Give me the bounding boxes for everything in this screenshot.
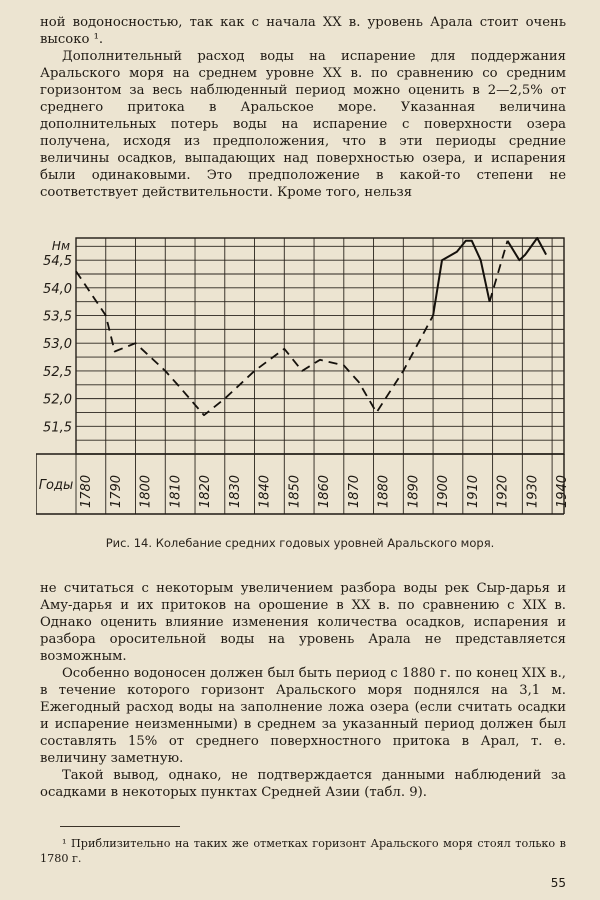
x-tick-label: 1920 — [495, 474, 511, 508]
x-tick-label: 1940 — [555, 474, 571, 508]
y-tick-label: 52,0 — [43, 392, 72, 408]
x-tick-label: 1790 — [108, 474, 124, 508]
x-tick-label: 1820 — [198, 474, 214, 508]
y-tick-label: 54,0 — [43, 281, 72, 297]
x-tick-label: 1910 — [465, 474, 481, 508]
y-tick-label: 53,5 — [43, 309, 72, 325]
chart-svg — [36, 226, 576, 526]
x-tick-label: 1860 — [317, 474, 333, 508]
text-line-continuation: ной водоносностью, так как с начала XX в. уровень Арала стоит очень высоко ¹. — [40, 15, 566, 47]
aral-level-chart — [36, 226, 576, 526]
y-tick-label: 51,5 — [43, 420, 72, 436]
x-axis-title: Годы — [38, 478, 74, 493]
level-series-solid — [433, 241, 490, 316]
figure-caption: Рис. 14. Колебание средних годовых уровней Аральского моря. — [105, 536, 495, 550]
x-tick-label: 1810 — [168, 474, 184, 508]
x-tick-label: 1930 — [525, 474, 541, 508]
bottom-text-block — [40, 580, 566, 801]
y-axis-title: Нм — [51, 239, 70, 253]
x-tick-label: 1850 — [287, 474, 303, 508]
footnote-text: ¹ Приблизительно на таких же отметках горизонт Аральского моря стоял только в 1780 г. — [40, 837, 566, 865]
y-tick-label: 52,5 — [43, 364, 72, 380]
page-number: 55 — [550, 876, 566, 890]
y-tick-label: 53,0 — [43, 337, 72, 353]
x-tick-label: 1890 — [406, 474, 422, 508]
x-tick-label: 1900 — [436, 474, 452, 508]
text-paragraph: Особенно водоносен должен был быть период с 1880 г. по конец XIX в., в течение которого горизонт Аральского моря поднялся на 3,1 м. Ежегодный расход воды на заполнение ложа озера (если считать осадки и испарение неизменными) в среднем за указанный период должен был составлять 15% от среднего поверхностного притока в Арал, т. е. величину заметную. — [40, 666, 566, 766]
x-tick-label: 1780 — [79, 474, 94, 508]
text-paragraph: не считаться с некоторым увеличением разбора воды рек Сыр-дарья и Аму-дарья и их притоков на орошение в XX в. по сравнению с XIX в. Однако оценить влияние изменения количества осадков, испарения и разбора оросительной воды на уровень Арала не представляется возможным. — [40, 581, 566, 664]
x-tick-label: 1800 — [138, 474, 154, 508]
x-tick-label: 1840 — [257, 474, 273, 508]
x-tick-label: 1880 — [376, 474, 392, 508]
text-paragraph: Такой вывод, однако, не подтверждается данными наблюдений за осадками в некоторых пунктах Средней Азии (табл. 9). — [40, 768, 566, 800]
footnote — [40, 836, 566, 866]
level-series-solid — [508, 238, 547, 260]
x-tick-label: 1830 — [227, 474, 243, 508]
x-tick-label: 1870 — [346, 474, 362, 508]
plot-frame — [76, 238, 564, 454]
footnote-divider — [60, 826, 180, 827]
top-text-block — [40, 14, 566, 201]
text-paragraph: Дополнительный расход воды на испарение для поддержания Аральского моря на среднем уровне XX в. по сравнению со средним горизонтом за весь наблюденный период можно оценить в 2—2,5% от среднего притока в Аральское море. Указанная величина дополнительных потерь воды на испарение с поверхности озера получена, исходя из предположения, что в эти периоды средние величины осадков, выпадающих над поверхностью озера, и испарения были одинаковыми. Это предположение в какой-то степени не соответствует действительности. Кроме того, нельзя — [40, 49, 566, 200]
y-tick-label: 54,5 — [43, 254, 72, 270]
